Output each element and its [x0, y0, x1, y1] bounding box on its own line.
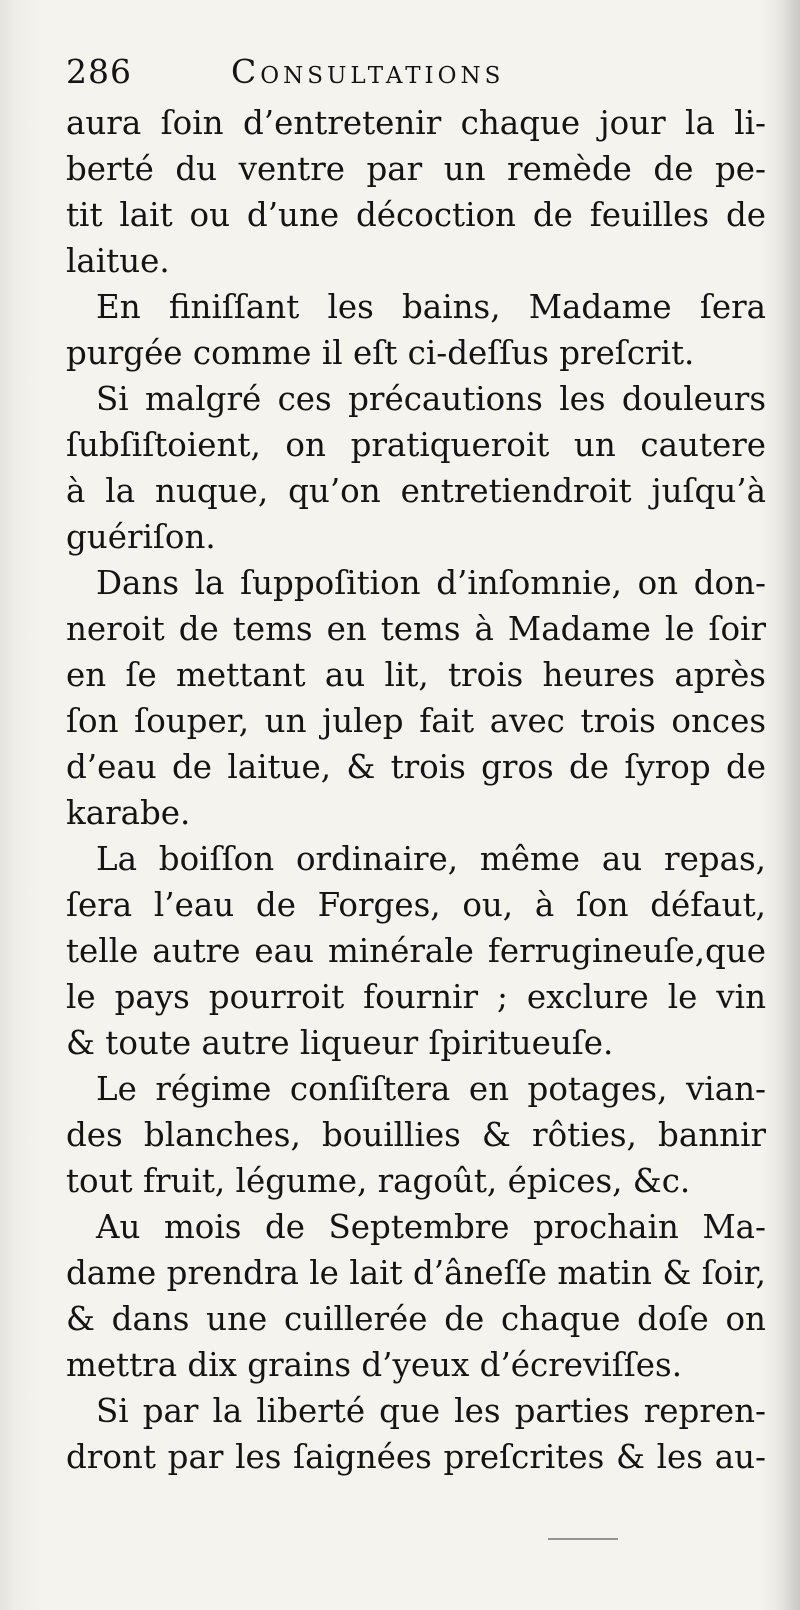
text-line: mettra dix grains d’yeux d’écreviſſes. [66, 1346, 683, 1384]
text-line: ſubſiſtoient, on pratiqueroit un cautere [66, 426, 766, 464]
text-line: guériſon. [66, 518, 216, 556]
text-line: Au mois de Septembre prochain Ma- [96, 1208, 766, 1246]
text-line: le pays pourroit fournir ; exclure le vin [66, 978, 766, 1016]
text-line: telle autre eau minérale ferrugineuſe,que [66, 932, 766, 970]
text-line: aura ſoin d’entretenir chaque jour la li- [66, 104, 766, 142]
text-line: Si par la liberté que les parties repren- [96, 1392, 766, 1430]
paragraph [66, 560, 766, 836]
text-line: En finiſſant les bains, Madame ſera [96, 288, 766, 326]
page-header [66, 38, 766, 100]
text-line: d’eau de laitue, & trois gros de ſyrop de [66, 748, 766, 786]
text-line: en ſe mettant au lit, trois heures après [66, 656, 766, 694]
paragraph [66, 1388, 766, 1480]
paragraph [66, 836, 766, 1066]
paragraph [66, 1066, 766, 1204]
paragraph [66, 284, 766, 376]
text-line: karabe. [66, 794, 191, 832]
text-line: purgée comme il eſt ci-deſſus preſcrit. [66, 334, 695, 372]
text-line: & dans une cuillerée de chaque doſe on [66, 1300, 766, 1338]
running-title: Consultations [231, 52, 505, 91]
text-line: des blanches, bouillies & rôties, bannir [66, 1116, 766, 1154]
text-line: Dans la ſuppoſition d’inſomnie, on don- [96, 564, 766, 602]
body-text [66, 100, 766, 1480]
book-page [66, 38, 766, 1480]
text-line: à la nuque, qu’on entretiendroit juſqu’à [66, 472, 766, 510]
text-line: ſera l’eau de Forges, ou, à ſon défaut, [66, 886, 766, 924]
paragraph [66, 100, 766, 284]
text-line: tout fruit, légume, ragoût, épices, &c. [66, 1162, 691, 1200]
text-line: & toute autre liqueur ſpiritueuſe. [66, 1024, 614, 1062]
text-line: Si malgré ces précautions les douleurs [96, 380, 766, 418]
text-line: laitue. [66, 242, 170, 280]
footer-rule [548, 1538, 618, 1540]
text-line: dame prendra le lait d’âneſſe matin & ſoir, [66, 1254, 766, 1292]
text-line: dront par les ſaignées preſcrites & les au- [66, 1438, 766, 1476]
text-line: ſon ſouper, un julep fait avec trois onces [66, 702, 766, 740]
text-line: Le régime conſiſtera en potages, vian- [96, 1070, 766, 1108]
text-line: berté du ventre par un remède de pe- [66, 150, 766, 188]
text-line: neroit de tems en tems à Madame le ſoir [66, 610, 766, 648]
page-number: 286 [66, 52, 132, 91]
page-edge-shadow [778, 0, 800, 1610]
paragraph [66, 1204, 766, 1388]
text-line: La boiſſon ordinaire, même au repas, [96, 840, 766, 878]
text-line: tit lait ou d’une décoction de feuilles de [66, 196, 766, 234]
paragraph [66, 376, 766, 560]
